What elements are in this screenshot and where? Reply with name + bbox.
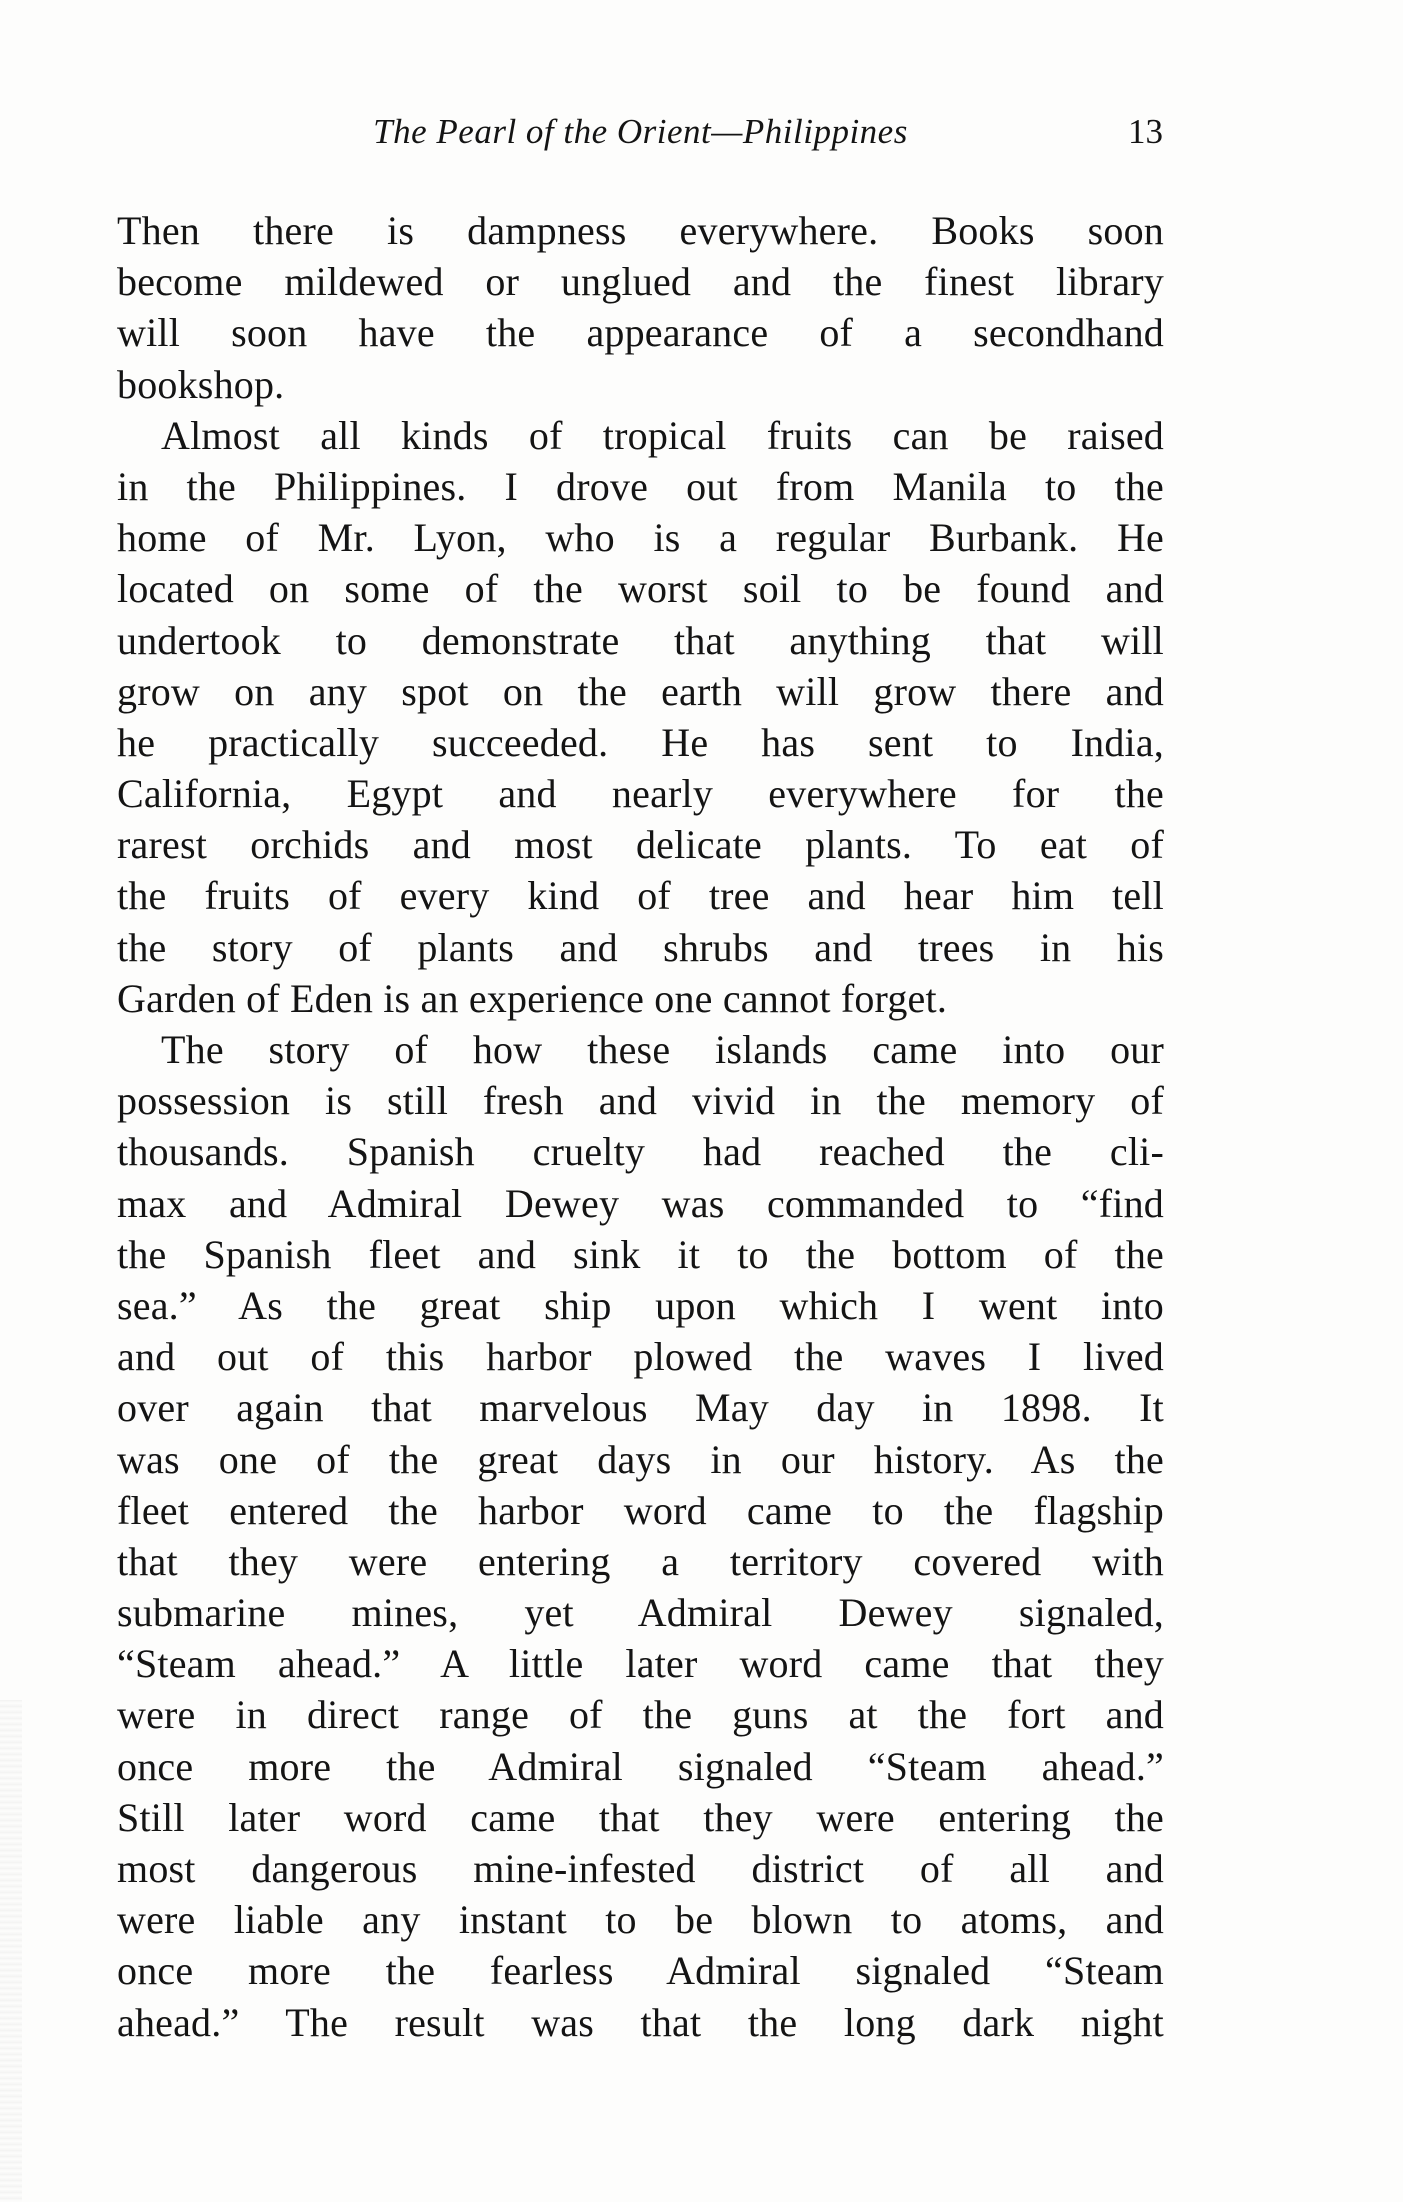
text-line: The story of how these islands came into our [161,1027,1164,1072]
text-line: submarine mines, yet Admiral Dewey signaled, [117,1590,1164,1636]
body-text [117,205,1164,2048]
text-line: and out of this harbor plowed the waves I lived [117,1334,1164,1380]
text-line: sea.” As the great ship upon which I went into [117,1282,1164,1328]
text-line: possession is still fresh and vivid in the memory of [117,1078,1164,1124]
text-line: the Spanish fleet and sink it to the bottom of the [117,1231,1164,1277]
text-line: grow on any spot on the earth will grow there and [117,668,1164,714]
text-line: most dangerous mine-infested district of all and [117,1846,1164,1891]
text-line: over again that marvelous May day in 1898. It [117,1385,1164,1431]
text-line: become mildewed or unglued and the finest library [117,259,1164,305]
scan-edge-shading [0,1700,22,2202]
text-line: rarest orchids and most delicate plants. To eat of [117,822,1164,868]
text-line: in the Philippines. I drove out from Manila to the [117,463,1164,509]
text-line: Garden of Eden is an experience one cannot forget. [117,975,948,1021]
text-line: once more the Admiral signaled “Steam ahead.” [117,1743,1164,1789]
text-line: max and Admiral Dewey was commanded to “find [117,1180,1164,1226]
text-line: fleet entered the harbor word came to the flagship [117,1487,1164,1533]
text-line: California, Egypt and nearly everywhere for the [117,771,1164,817]
text-line: were in direct range of the guns at the fort and [117,1692,1164,1738]
text-line: was one of the great days in our history. As the [117,1436,1164,1482]
running-title: The Pearl of the Orient—Philippines [373,112,908,151]
text-line: Still later word came that they were entering the [117,1794,1164,1840]
text-line: undertook to demonstrate that anything that will [117,617,1164,663]
text-line: home of Mr. Lyon, who is a regular Burbank. He [117,515,1164,561]
text-line: were liable any instant to be blown to atoms, and [117,1897,1164,1943]
text-line: will soon have the appearance of a secondhand [117,310,1164,356]
text-line: located on some of the worst soil to be found and [117,566,1164,612]
text-line: he practically succeeded. He has sent to India, [117,719,1164,765]
text-line: “Steam ahead.” A little later word came that they [117,1641,1164,1687]
text-line: Almost all kinds of tropical fruits can be raised [161,412,1164,458]
text-line: bookshop. [117,361,285,407]
text-line: ahead.” The result was that the long dark night [117,1999,1164,2045]
page-number: 13 [1128,112,1163,151]
running-head [118,112,1163,160]
text-line: the fruits of every kind of tree and hear him tell [117,873,1164,919]
text-line: Then there is dampness everywhere. Books soon [117,208,1164,253]
text-line: thousands. Spanish cruelty had reached the cli- [117,1129,1164,1175]
text-line: once more the fearless Admiral signaled “Steam [117,1948,1164,1994]
text-line: the story of plants and shrubs and trees in his [117,924,1164,970]
text-line: that they were entering a territory covered with [117,1538,1164,1584]
